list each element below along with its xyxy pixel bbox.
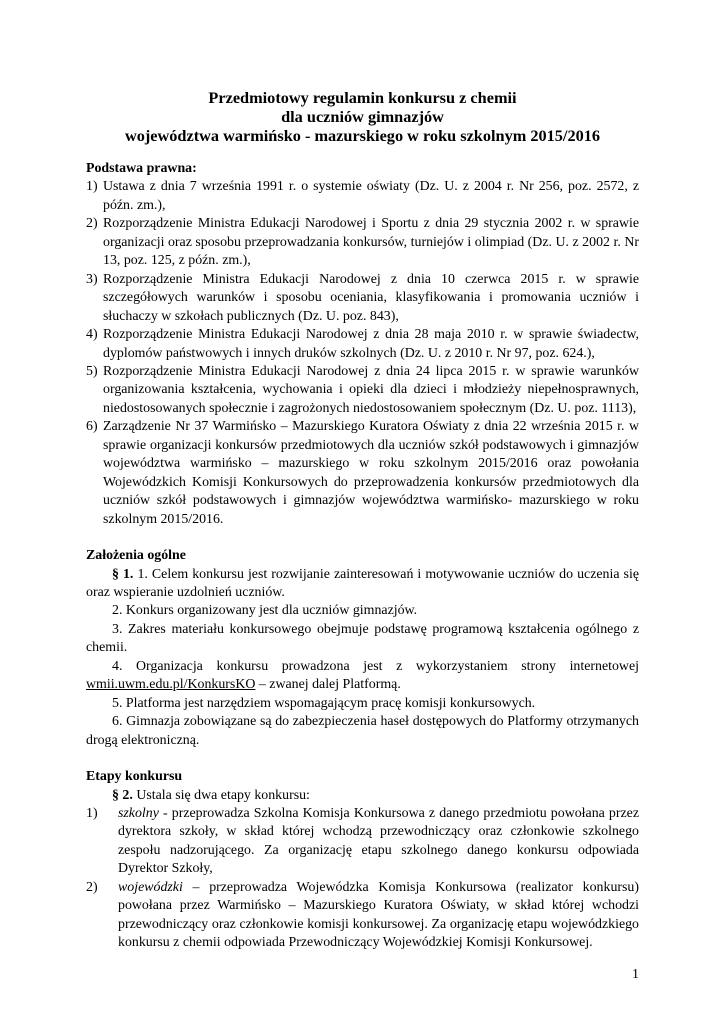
section-mark: § 1. xyxy=(112,566,134,582)
general-paragraph-2: 2. Konkurs organizowany jest dla uczniów gimnazjów. xyxy=(112,603,418,619)
legal-basis-item xyxy=(86,326,639,363)
item-text: Zarządzenie Nr 37 Warmińsko – Mazurskiego Kuratora Oświaty z dnia 22 września 2015 r. w sprawie organizacji konkursów przedmiotowych dla uczniów szkół podstawowych i gimnazjów województwa warmińsko – mazurskiego w roku szkolnym 2015/2016 oraz powołania Wojewódzkich Komisji Konkursowych do przeprowadzenia konkursów przedmiotowych dla uczniów szkół podstawowych i gimnazjów województwa warmińsko- mazurskiego w roku szkolnym 2015/2016. xyxy=(103,419,639,527)
item-text: Rozporządzenie Ministra Edukacji Narodowej z dnia 10 czerwca 2015 r. w sprawie szczegółowych warunków i sposobu oceniania, klasyfikowania i promowania uczniów i słuchaczy w szkołach publicznych (Dz. U. poz. 843), xyxy=(103,271,639,324)
item-number: 2) xyxy=(86,879,98,895)
general-paragraph-5: 5. Platforma jest narzędziem wspomagającym pracę komisji konkursowych. xyxy=(112,695,536,711)
item-text: Rozporządzenie Ministra Edukacji Narodowej z dnia 24 lipca 2015 r. w sprawie warunków organizowania kształcenia, wychowania i opieki dla dzieci i młodzieży niepełnosprawnych, niedostosowanych społecznie i zagrożonych niedostosowaniem społecznym (Dz. U. poz. 1113), xyxy=(103,363,639,416)
item-number: 3) xyxy=(86,271,98,287)
item-text: - przeprowadza Szkolna Komisja Konkursowa z danego przedmiotu powołana przez dyrektora szkoły, w skład której wchodzą przewodniczący oraz członkowie szkolnego zespołu nadzorującego. Za organizację etapu szkolnego danego konkursu odpowiada Dyrektor Szkoły, xyxy=(118,805,639,877)
section-mark: § 2. xyxy=(112,787,133,803)
general-heading: Założenia ogólne xyxy=(86,548,186,564)
stages-heading: Etapy konkursu xyxy=(86,769,183,785)
spacer xyxy=(86,529,639,547)
paragraph-text: 4. Organizacja konkursu prowadzona jest z wykorzystaniem strony internetowej xyxy=(112,658,639,674)
stages-intro xyxy=(86,787,639,805)
title-line-1: Przedmiotowy regulamin konkursu z chemii xyxy=(208,88,517,107)
item-text: – przeprowadza Wojewódzka Komisja Konkursowa (realizator konkursu) powołana przez Warmińsko – Mazurskiego Kuratora Oświaty, w skład której wchodzi przewodniczący oraz członkowie komisji konkursowej. Za organizację etapu wojewódzkiego konkursu z chemii odpowiada Przewodniczący Wojewódzkiej Komisji Konkursowej. xyxy=(118,879,639,951)
paragraph-text: 1. Celem konkursu jest rozwijanie zainteresowań i motywowanie uczniów do uczenia się oraz wspieranie uzdolnień uczniów. xyxy=(86,566,639,600)
item-text: Ustawa z dnia 7 września 1991 r. o systemie oświaty (Dz. U. z 2004 r. Nr 256, poz. 2572, z późn. zm.), xyxy=(103,179,639,213)
item-number: 5) xyxy=(86,363,98,379)
general-paragraph-6: 6. Gimnazja zobowiązane są do zabezpieczenia haseł dostępowych do Platformy otrzymanych drogą elektroniczną. xyxy=(86,714,639,748)
stage-item xyxy=(86,805,639,879)
paragraph-text: – zwanej dalej Platformą. xyxy=(255,677,401,693)
general-paragraph-4 xyxy=(86,658,639,695)
stage-name: szkolny xyxy=(118,805,159,821)
stage-name: wojewódzki xyxy=(118,879,183,895)
legal-basis-item xyxy=(86,363,639,418)
general-paragraph-1 xyxy=(86,566,639,603)
legal-basis-item xyxy=(86,178,639,215)
document-body xyxy=(86,160,639,953)
item-number: 6) xyxy=(86,419,98,435)
title-line-3: województwa warmińsko - mazurskiego w roku szkolnym 2015/2016 xyxy=(124,126,601,145)
item-number: 1) xyxy=(86,179,98,195)
legal-basis-item xyxy=(86,271,639,326)
legal-basis-item xyxy=(86,418,639,529)
item-number: 4) xyxy=(86,327,98,343)
platform-link[interactable]: wmii.uwm.edu.pl/KonkursKO xyxy=(86,677,256,693)
legal-basis-item xyxy=(86,215,639,270)
paragraph-text: Ustala się dwa etapy konkursu: xyxy=(132,787,310,803)
item-number: 2) xyxy=(86,216,98,232)
stage-item xyxy=(86,879,639,953)
item-number: 1) xyxy=(86,805,98,821)
legal-basis-heading: Podstawa prawna: xyxy=(86,161,197,176)
item-text: Rozporządzenie Ministra Edukacji Narodowej i Sportu z dnia 29 stycznia 2002 r. w sprawie organizacji oraz sposobu przeprowadzania konkursów, turniejów i olimpiad (Dz. U. z 2002 r. Nr 13, poz. 125, z późn. zm.), xyxy=(103,216,639,269)
general-paragraph-3: 3. Zakres materiału konkursowego obejmuje podstawę programową kształcenia ogólnego z chemii. xyxy=(86,621,639,656)
title-line-2: dla uczniów gimnazjów xyxy=(281,107,444,126)
spacer xyxy=(86,750,639,768)
page-number: 1 xyxy=(632,967,639,982)
item-text: Rozporządzenie Ministra Edukacji Narodowej z dnia 28 maja 2010 r. w sprawie świadectw, dyplomów państwowych i innych druków szkolnych (Dz. U. z 2010 r. Nr 97, poz. 624.), xyxy=(103,327,639,361)
